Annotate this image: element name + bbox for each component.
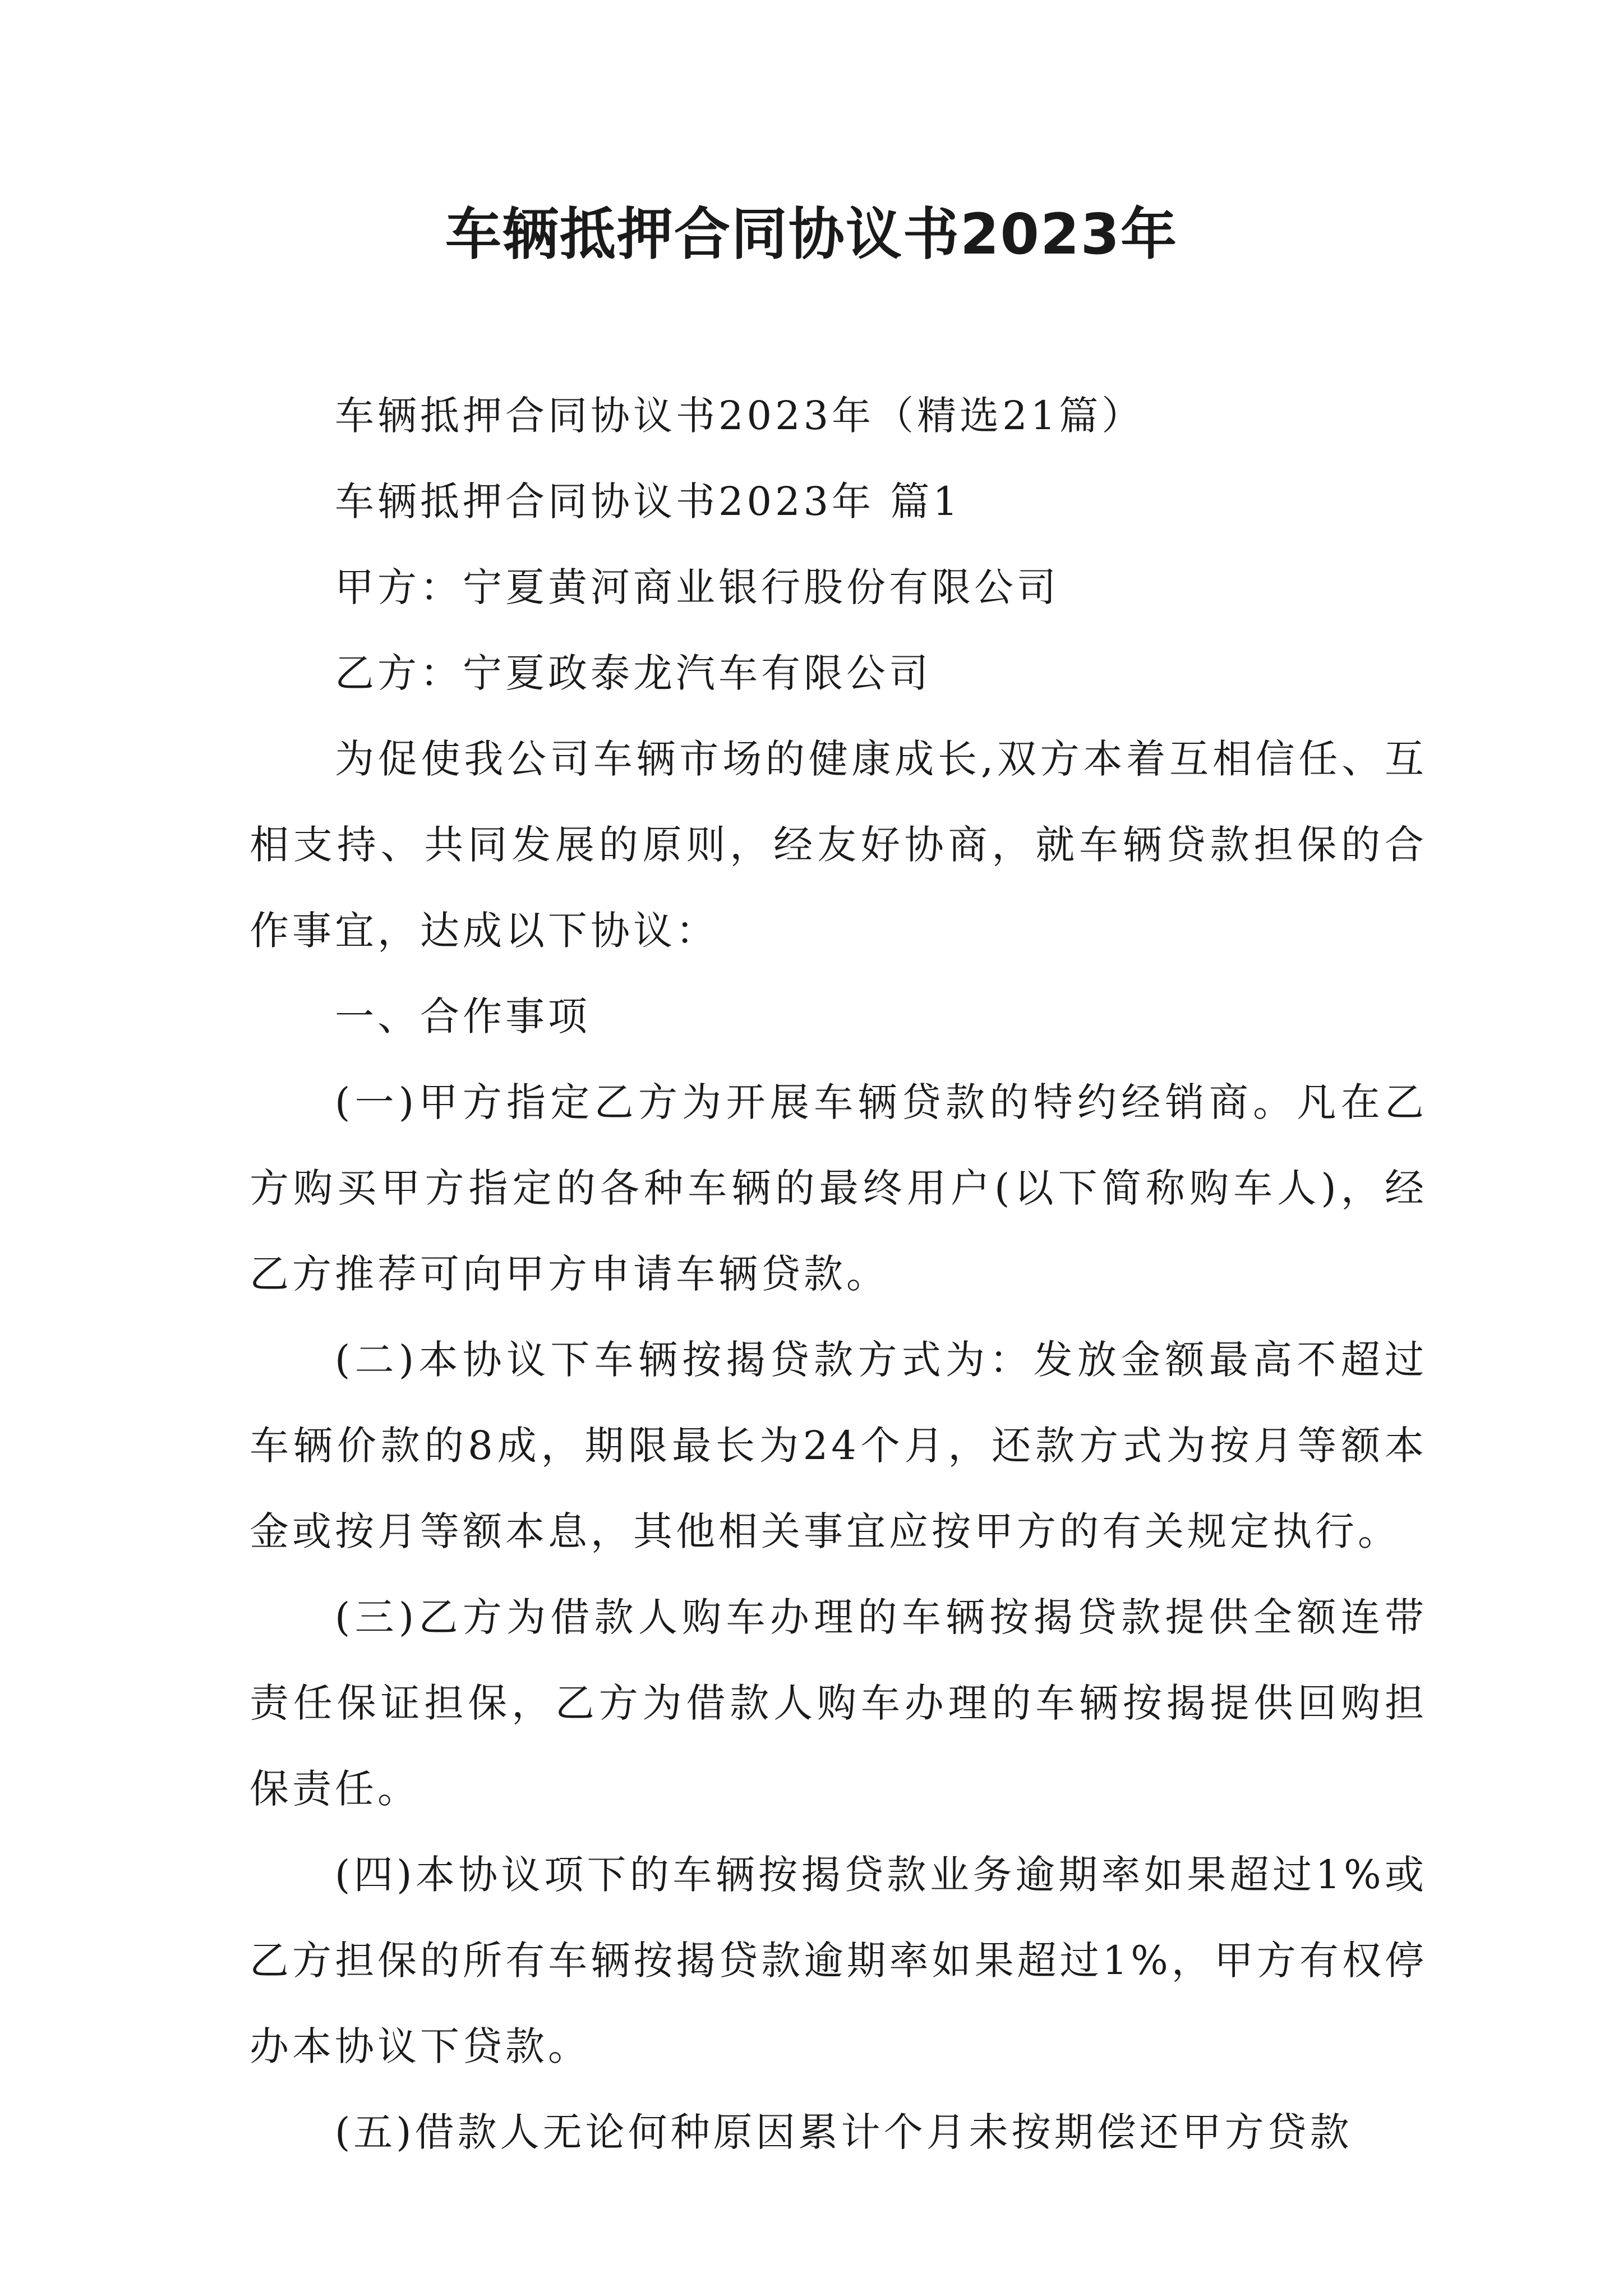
clause-4: (四)本协议项下的车辆按揭贷款业务逾期率如果超过1%或乙方担保的所有车辆按揭贷款逾期率如果超过1%，甲方有权停办本协议下贷款。 [250,1852,1427,2069]
clause-heading: 一、合作事项 [335,993,591,1039]
clause-5: (五)借款人无论何种原因累计个月未按期偿还甲方贷款 [335,2109,1353,2155]
document-body [250,373,1427,2175]
preamble-paragraph: 为促使我公司车辆市场的健康成长,双方本着互相信任、互相支持、共同发展的原则，经友好协商，就车辆贷款担保的合作事宜，达成以下协议： [250,736,1427,954]
clause-3: (三)乙方为借款人购车办理的车辆按揭贷款提供全额连带责任保证担保，乙方为借款人购车办理的车辆按揭提供回购担保责任。 [250,1594,1427,1812]
subtitle-paragraph: 车辆抵押合同协议书2023年（精选21篇） [335,393,1145,439]
section-heading: 车辆抵押合同协议书2023年 篇1 [335,478,961,524]
party-a: 甲方：宁夏黄河商业银行股份有限公司 [335,564,1059,610]
party-b: 乙方：宁夏政泰龙汽车有限公司 [335,650,932,696]
clause-2: (二)本协议下车辆按揭贷款方式为：发放金额最高不超过车辆价款的8成，期限最长为24个月，还款方式为按月等额本金或按月等额本息，其他相关事宜应按甲方的有关规定执行。 [250,1337,1427,1554]
document-title: 车辆抵押合同协议书2023年 [445,201,1178,267]
clause-1: (一)甲方指定乙方为开展车辆贷款的特约经销商。凡在乙方购买甲方指定的各种车辆的最终用户(以下简称购车人)，经乙方推荐可向甲方申请车辆贷款。 [250,1079,1427,1297]
